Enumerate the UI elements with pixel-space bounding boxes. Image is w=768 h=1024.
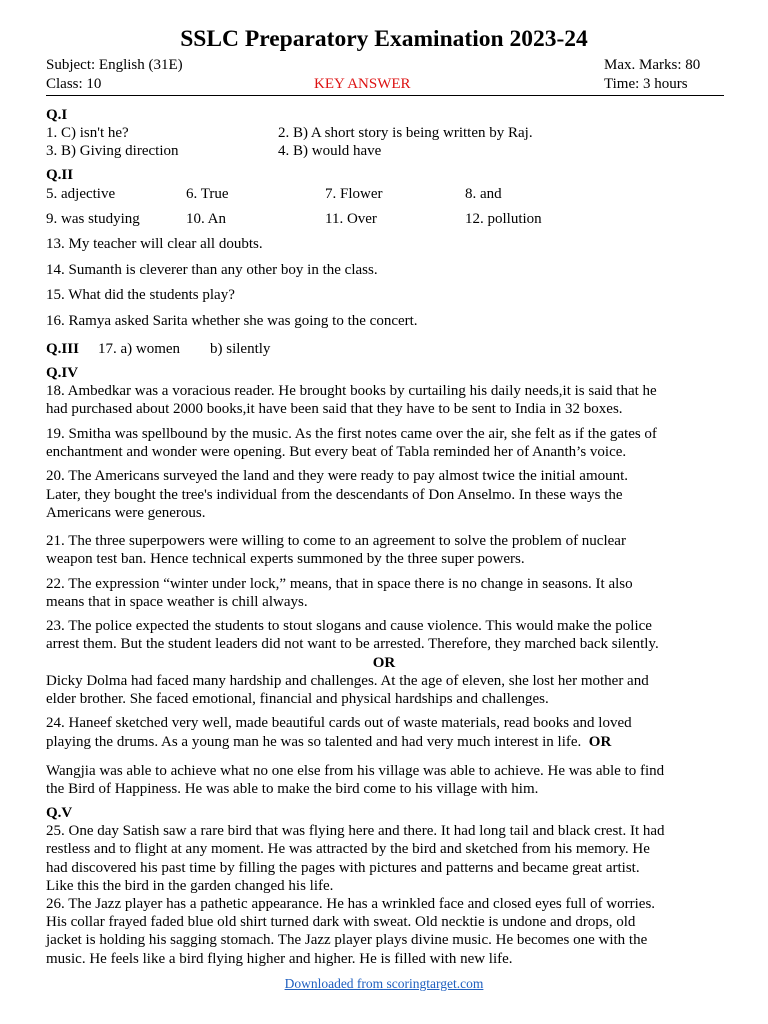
page-title: SSLC Preparatory Examination 2023-24 xyxy=(180,26,588,52)
answer-20-line-2: Later, they bought the tree's individual from the descendants of Don Anselmo. In these ways the xyxy=(46,487,623,503)
answer-26-line-3: jacket is holding his sagging stomach. The Jazz player plays divine music. He becomes one with the xyxy=(46,932,648,948)
answer-11: 11. Over xyxy=(325,211,377,227)
answer-20-line-3: Americans were generous. xyxy=(46,505,206,521)
answer-26-line-1: 26. The Jazz player has a pathetic appearance. He has a wrinkled face and closed eyes full of worries. xyxy=(46,896,656,912)
download-source-link[interactable]: Downloaded from scoringtarget.com xyxy=(284,976,484,991)
answer-19-line-2: enchantment and wonder were opening. But every beat of Tabla reminded her of Ananth’s voice. xyxy=(46,444,627,460)
answer-21-line-2: weapon test ban. Hence technical experts summoned by the three super powers. xyxy=(46,551,525,567)
footer xyxy=(0,976,768,992)
answer-23-line-2: arrest them. But the student leaders did not want to be arrested. Therefore, they marched back silently. xyxy=(46,636,659,652)
answer-24-line-1: 24. Haneef sketched very well, made beautiful cards out of waste materials, read books and loved xyxy=(46,715,632,731)
answer-13: 13. My teacher will clear all doubts. xyxy=(46,236,263,252)
answer-22-line-2: means that in space weather is chill always. xyxy=(46,594,308,610)
answer-24-alt-line-2: the Bird of Happiness. He was able to make the bird come to his village with him. xyxy=(46,781,539,797)
answer-10: 10. An xyxy=(186,211,227,227)
answer-25-line-3: had discovered his past time by filling the pages with pictures and patterns and became great artist. xyxy=(46,860,640,876)
answer-17a: 17. a) women xyxy=(98,341,181,357)
answer-25-line-4: Like this the bird in the garden changed his life. xyxy=(46,878,334,894)
answer-2: 2. B) A short story is being written by Raj. xyxy=(278,125,533,141)
answer-8: 8. and xyxy=(465,186,502,202)
answer-23-alt-line-1: Dicky Dolma had faced many hardship and challenges. At the age of eleven, she lost her mother and xyxy=(46,673,649,689)
answer-21-line-1: 21. The three superpowers were willing to come to an agreement to solve the problem of nuclear xyxy=(46,533,626,549)
class-label: Class: 10 xyxy=(46,76,102,92)
answer-25-line-1: 25. One day Satish saw a rare bird that was flying here and there. It had long tail and black crest. It had xyxy=(46,823,665,839)
answer-25-line-2: restless and to flight at any moment. He was attracted by the bird and sketched from his memory. He xyxy=(46,841,650,857)
section-heading-q1: Q.I xyxy=(46,107,68,123)
answer-24-line-2 xyxy=(46,733,611,751)
answer-4: 4. B) would have xyxy=(278,143,382,159)
answer-12: 12. pollution xyxy=(465,211,542,227)
max-marks-label: Max. Marks: 80 xyxy=(604,57,701,73)
answer-3: 3. B) Giving direction xyxy=(46,143,179,159)
answer-14: 14. Sumanth is cleverer than any other boy in the class. xyxy=(46,262,378,278)
answer-26-line-4: music. He feels like a bird flying higher and higher. He is filled with new life. xyxy=(46,951,513,967)
answer-19-line-1: 19. Smitha was spellbound by the music. As the first notes came over the air, she felt as if the gates of xyxy=(46,426,657,442)
answer-24-line-2-text: playing the drums. As a young man he was so talented and had very much interest in life. xyxy=(46,734,582,750)
section-heading-q5: Q.V xyxy=(46,805,73,821)
key-answer-label: KEY ANSWER xyxy=(314,76,411,92)
answer-23-line-1: 23. The police expected the students to stout slogans and cause violence. This would make the police xyxy=(46,618,652,634)
time-label: Time: 3 hours xyxy=(604,76,688,92)
answer-9: 9. was studying xyxy=(46,211,140,227)
answer-1: 1. C) isn't he? xyxy=(46,125,129,141)
answer-17b: b) silently xyxy=(210,341,271,357)
answer-16: 16. Ramya asked Sarita whether she was going to the concert. xyxy=(46,313,418,329)
answer-15: 15. What did the students play? xyxy=(46,287,235,303)
section-heading-q3: Q.III xyxy=(46,341,79,357)
answer-6: 6. True xyxy=(186,186,229,202)
answer-18-line-2: had purchased about 2000 books,it have been said that they have to be sent to India in 32 boxes. xyxy=(46,401,623,417)
header-divider xyxy=(46,95,724,96)
answer-26-line-2: His collar frayed faded blue old shirt turned dark with sweat. Old necktie is undone and drops, old xyxy=(46,914,636,930)
subject-label: Subject: English (31E) xyxy=(46,57,183,73)
answer-7: 7. Flower xyxy=(325,186,383,202)
answer-24-alt-line-1: Wangjia was able to achieve what no one else from his village was able to achieve. He was able to find xyxy=(46,763,665,779)
answer-5: 5. adjective xyxy=(46,186,116,202)
answer-22-line-1: 22. The expression “winter under lock,” means, that in space there is no change in seasons. It also xyxy=(46,576,633,592)
or-divider: OR xyxy=(372,655,396,671)
or-inline: OR xyxy=(588,734,612,750)
answer-18-line-1: 18. Ambedkar was a voracious reader. He brought books by curtailing his daily needs,it is said that he xyxy=(46,383,657,399)
section-heading-q4: Q.IV xyxy=(46,365,79,381)
answer-23-alt-line-2: elder brother. She faced emotional, financial and physical hardships and challenges. xyxy=(46,691,549,707)
section-heading-q2: Q.II xyxy=(46,167,74,183)
answer-20-line-1: 20. The Americans surveyed the land and they were ready to pay almost twice the initial amount. xyxy=(46,468,629,484)
